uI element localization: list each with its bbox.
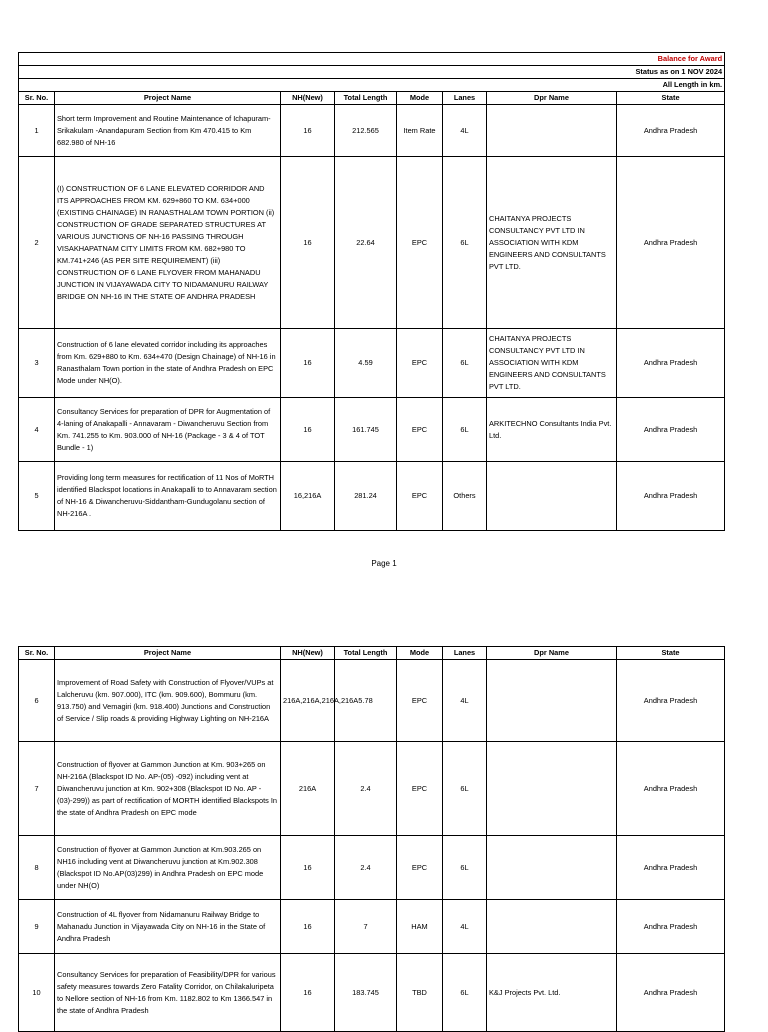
projects-table-page-1 [18,52,725,531]
lanes-cell: 6L [443,398,487,462]
sr-cell: 2 [19,157,55,329]
length-cell: 183.745 [335,954,397,1032]
col-mode: Mode [397,92,443,105]
col-total-length: Total Length [335,92,397,105]
mode-cell: EPC [397,462,443,531]
mode-cell: EPC [397,836,443,900]
length-cell: 2.4 [335,836,397,900]
table-header-row [19,92,725,105]
project-cell: (I) CONSTRUCTION OF 6 LANE ELEVATED CORRIDOR AND ITS APPROACHES FROM KM. 629+860 TO KM. 634+000 (EXISTING CHAINAGE) IN RANASTHALAM TOWN PORTION (ii) CONSTRUCTION OF GRADE SEPARATED STRUCTURES AT VARIOUS JUNCTIONS OF NH-16 PASSING THROUGH VISAKHAPATNAM CITY LIMITS FROM KM. 682+980 TO KM.741+246 (AS PER SITE REQUIREMENT) (iii) CONSTRUCTION OF 6 LANE FLYOVER FROM MAHANADU JUNCTION IN VIJAYAWADA CITY TO NIDAMANURU RAILWAY BRIDGE ON NH-16 IN THE STATE OF ANDHRA PRADESH [55,157,281,329]
nh-cell: 216A,216A,216A,216A [281,660,335,742]
mode-cell: EPC [397,660,443,742]
length-cell: 7 [335,900,397,954]
lanes-cell: 6L [443,157,487,329]
project-cell: Providing long term measures for rectification of 11 Nos of MoRTH identified Blackspot locations in Anakapalli to to Annavaram section of NH-16 & Diwancheruvu-Siddantham-Gundugolanu section of NH-216A . [55,462,281,531]
table-row [19,900,725,954]
col-state: State [617,647,725,660]
lanes-cell: 6L [443,329,487,398]
mode-cell: HAM [397,900,443,954]
nh-cell: 16 [281,900,335,954]
mode-cell: TBD [397,954,443,1032]
state-cell: Andhra Pradesh [617,954,725,1032]
col-sr-no: Sr. No. [19,92,55,105]
lanes-cell: 4L [443,105,487,157]
state-cell: Andhra Pradesh [617,329,725,398]
project-cell: Construction of 4L flyover from Nidamanuru Railway Bridge to Mahanadu Junction in Vijayawada City on NH-16 in the State of Andhra Pradesh [55,900,281,954]
table-row [19,836,725,900]
col-nh: NH(New) [281,92,335,105]
mode-cell: Item Rate [397,105,443,157]
state-cell: Andhra Pradesh [617,836,725,900]
dpr-cell: CHAITANYA PROJECTS CONSULTANCY PVT LTD IN ASSOCIATION WITH KDM ENGINEERS AND CONSULTANTS PVT LTD. [487,329,617,398]
project-cell: Consultancy Services for preparation of Feasibility/DPR for various safety measures towards Zero Fatality Corridor, on Chilakaluripeta to Nellore section of NH-16 from Km. 1182.802 to Km 1366.547 in the state of Andhra Pradesh [55,954,281,1032]
nh-cell: 16 [281,105,335,157]
nh-cell: 16 [281,329,335,398]
sr-cell: 6 [19,660,55,742]
dpr-cell [487,462,617,531]
col-state: State [617,92,725,105]
dpr-cell: ARKITECHNO Consultants India Pvt. Ltd. [487,398,617,462]
balance-for-award-label: Balance for Award [19,53,725,66]
project-cell: Improvement of Road Safety with Construction of Flyover/VUPs at Lalcheruvu (km. 907.000), ITC (km. 909.600), Bommuru (km. 913.750) and Vemagiri (km. 918.400) Junctions and Construction of Service / Slip roads & providing Highway Lighting on NH-216A [55,660,281,742]
state-cell: Andhra Pradesh [617,462,725,531]
state-cell: Andhra Pradesh [617,105,725,157]
nh-cell: 16 [281,836,335,900]
col-nh: NH(New) [281,647,335,660]
lanes-cell: 6L [443,742,487,836]
mode-cell: EPC [397,742,443,836]
col-project-name: Project Name [55,647,281,660]
project-cell: Construction of flyover at Gammon Junction at Km. 903+265 on NH-216A (Blackspot ID No. AP-(05) -092) including vent at Diwancheruvu junction at Km. 902+308 (Blackspot ID No. AP -(03)-299)) as part of rectification of MORTH identified Blackspots In the state of Andhra Pradesh on EPC mode [55,742,281,836]
table-row [19,742,725,836]
projects-table-page-2 [18,646,725,1032]
sr-cell: 3 [19,329,55,398]
nh-cell: 16 [281,157,335,329]
sr-cell: 10 [19,954,55,1032]
lanes-cell: 6L [443,836,487,900]
dpr-cell [487,660,617,742]
length-cell: 22.64 [335,157,397,329]
dpr-cell [487,742,617,836]
nh-cell: 16 [281,954,335,1032]
nh-cell: 16,216A [281,462,335,531]
sr-cell: 5 [19,462,55,531]
state-cell: Andhra Pradesh [617,742,725,836]
state-cell: Andhra Pradesh [617,157,725,329]
length-unit-label: All Length in km. [19,79,725,92]
dpr-cell: K&J Projects Pvt. Ltd. [487,954,617,1032]
status-date-label: Status as on 1 NOV 2024 [19,66,725,79]
dpr-cell [487,836,617,900]
nh-cell: 216A [281,742,335,836]
sr-cell: 4 [19,398,55,462]
dpr-cell [487,900,617,954]
length-cell: 281.24 [335,462,397,531]
col-sr-no: Sr. No. [19,647,55,660]
lanes-cell: Others [443,462,487,531]
length-cell: 212.565 [335,105,397,157]
mode-cell: EPC [397,329,443,398]
length-cell: 161.745 [335,398,397,462]
col-dpr-name: Dpr Name [487,647,617,660]
table-row [19,105,725,157]
sr-cell: 9 [19,900,55,954]
sr-cell: 8 [19,836,55,900]
table-row [19,329,725,398]
col-mode: Mode [397,647,443,660]
table-row [19,954,725,1032]
mode-cell: EPC [397,398,443,462]
lanes-cell: 4L [443,660,487,742]
mode-cell: EPC [397,157,443,329]
length-cell: 4.59 [335,329,397,398]
project-cell: Construction of flyover at Gammon Junction at Km.903.265 on NH16 including vent at Diwancheruvu junction at Km.902.308 (Blackspot ID No.AP(03)299) in Andhra Pradesh on EPC mode under NH(O) [55,836,281,900]
table-row [19,660,725,742]
col-lanes: Lanes [443,92,487,105]
col-total-length: Total Length [335,647,397,660]
col-dpr-name: Dpr Name [487,92,617,105]
lanes-cell: 6L [443,954,487,1032]
length-cell: 5.78 [335,660,397,742]
col-project-name: Project Name [55,92,281,105]
table-header-row [19,647,725,660]
nh-cell: 16 [281,398,335,462]
lanes-cell: 4L [443,900,487,954]
table-row [19,157,725,329]
page-number: Page 1 [371,559,397,568]
length-cell: 2.4 [335,742,397,836]
col-lanes: Lanes [443,647,487,660]
sr-cell: 1 [19,105,55,157]
dpr-cell [487,105,617,157]
table-row [19,462,725,531]
project-cell: Construction of 6 lane elevated corridor including its approaches from Km. 629+880 to Km. 634+470 (Design Chainage) of NH-16 in Ranasthalam Town portion in the state of Andhra Pradesh on EPC Mode under NH(O). [55,329,281,398]
project-cell: Consultancy Services for preparation of DPR for Augmentation of 4-laning of Anakapalli - Annavaram - Diwancheruvu Section from Km. 741.255 to Km. 903.000 of NH-16 (Package - 3 & 4 of TOT Bundle - 1) [55,398,281,462]
project-cell: Short term Improvement and Routine Maintenance of Ichapuram- Srikakulam -Anandapuram Section from Km 470.415 to Km 682.980 of NH-16 [55,105,281,157]
state-cell: Andhra Pradesh [617,660,725,742]
state-cell: Andhra Pradesh [617,900,725,954]
sr-cell: 7 [19,742,55,836]
state-cell: Andhra Pradesh [617,398,725,462]
dpr-cell: CHAITANYA PROJECTS CONSULTANCY PVT LTD IN ASSOCIATION WITH KDM ENGINEERS AND CONSULTANTS PVT LTD. [487,157,617,329]
table-row [19,398,725,462]
